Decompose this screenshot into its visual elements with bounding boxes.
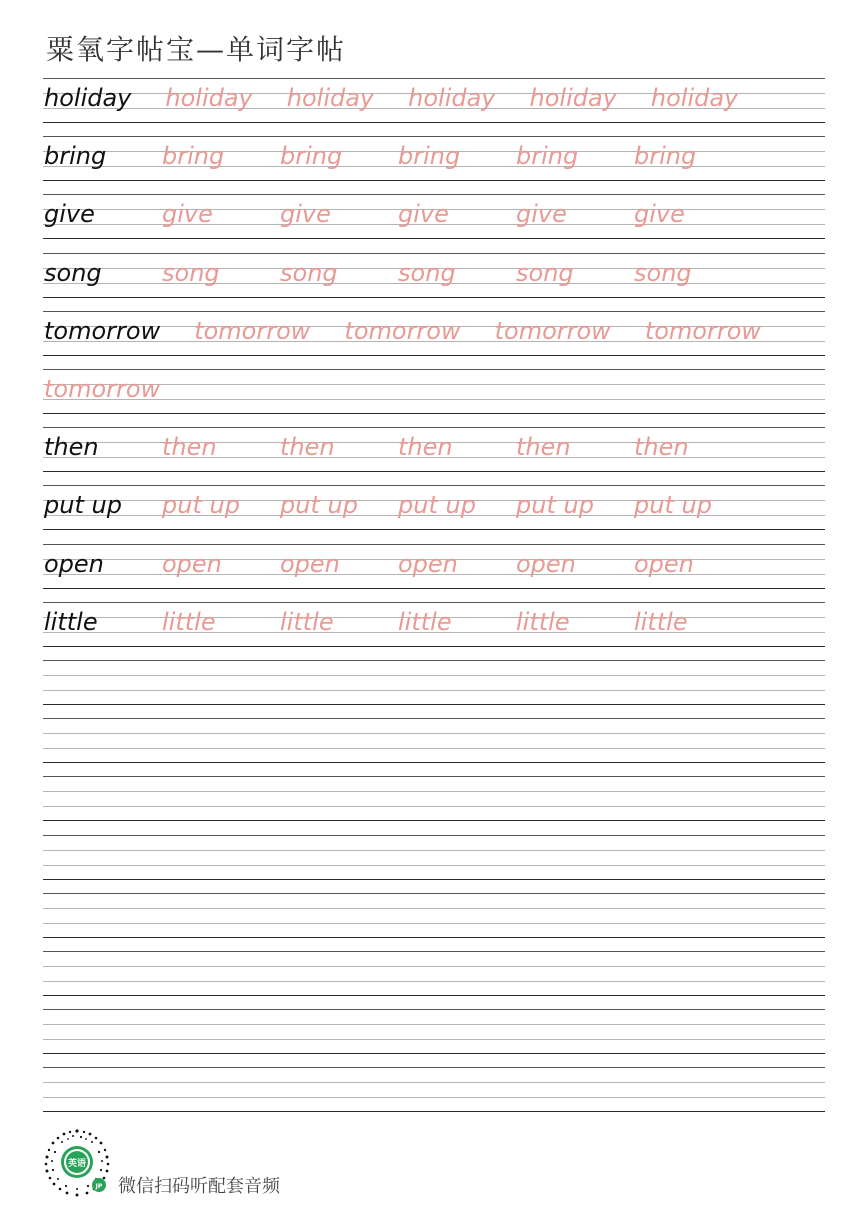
trace-word: put up [634, 491, 712, 520]
ruled-line-bottom [43, 937, 825, 938]
trace-word: tomorrow [194, 316, 311, 345]
model-word: open [44, 549, 104, 578]
trace-word: song [280, 258, 338, 287]
trace-word: holiday [529, 84, 617, 112]
trace-word: holiday [650, 84, 739, 112]
ruled-line-top [43, 544, 825, 545]
ruled-line-bottom [43, 1053, 825, 1054]
trace-word: open [162, 549, 222, 578]
trace-word: tomorrow [644, 316, 762, 345]
ruled-line-top [43, 427, 825, 428]
ruled-line-bottom [43, 820, 825, 821]
qr-code-icon[interactable] [42, 1128, 112, 1198]
ruled-line-mid [43, 1082, 825, 1083]
trace-word: open [634, 549, 694, 578]
ruled-line-bottom [43, 413, 825, 414]
model-word: holiday [44, 84, 132, 112]
ruled-line-top [43, 835, 825, 836]
ruled-line-bottom [43, 297, 825, 298]
trace-word: song [162, 258, 220, 287]
trace-word: song [516, 258, 574, 287]
trace-word: open [280, 549, 340, 578]
trace-word: tomorrow [344, 316, 461, 345]
trace-word: put up [162, 491, 240, 520]
trace-word: little [280, 607, 334, 636]
ruled-line-top [43, 253, 825, 254]
trace-word: give [398, 200, 449, 229]
ruled-line-mid [43, 923, 825, 924]
ruled-line-mid [43, 384, 825, 385]
ruled-line-mid [43, 733, 825, 734]
trace-word: give [634, 200, 685, 229]
ruled-line-top [43, 718, 825, 719]
trace-word: then [516, 433, 571, 462]
ruled-line-top [43, 194, 825, 195]
ruled-line-top [43, 602, 825, 603]
ruled-line-mid [43, 865, 825, 866]
trace-word: tomorrow [494, 316, 611, 345]
trace-word: put up [398, 491, 476, 520]
ruled-line-top [43, 893, 825, 894]
trace-word: song [398, 258, 456, 287]
ruled-line-top [43, 78, 825, 79]
ruled-line-top [43, 485, 825, 486]
trace-word: give [516, 200, 567, 229]
ruled-line-mid [43, 850, 825, 851]
ruled-line-top [43, 776, 825, 777]
model-word: give [44, 200, 95, 229]
ruled-line-bottom [43, 588, 825, 589]
ruled-line-bottom [43, 704, 825, 705]
trace-word: bring [162, 142, 225, 171]
ruled-line-top [43, 136, 825, 137]
trace-word: then [280, 433, 335, 462]
model-word: then [44, 433, 99, 462]
ruled-line-mid [43, 806, 825, 807]
trace-word: give [280, 200, 331, 229]
ruled-line-bottom [43, 646, 825, 647]
trace-word: little [634, 607, 688, 636]
trace-word: open [398, 549, 458, 578]
ruled-line-top [43, 951, 825, 952]
ruled-line-mid [43, 399, 825, 400]
trace-word: bring [634, 142, 697, 171]
trace-word: put up [516, 491, 594, 520]
trace-word: then [162, 433, 217, 462]
qr-label: 英语 [67, 1159, 87, 1169]
trace-word: bring [280, 142, 343, 171]
ruled-line-mid [43, 966, 825, 967]
ruled-line-top [43, 1009, 825, 1010]
qr-badge: JP [95, 1183, 103, 1190]
trace-word: then [634, 433, 689, 462]
model-word: song [44, 258, 102, 287]
ruled-line-mid [43, 908, 825, 909]
trace-word: give [162, 200, 213, 229]
ruled-line-top [43, 660, 825, 661]
ruled-line-mid [43, 1039, 825, 1040]
ruled-line-top [43, 311, 825, 312]
ruled-line-bottom [43, 180, 825, 181]
ruled-line-mid [43, 981, 825, 982]
ruled-line-top [43, 369, 825, 370]
trace-word: little [516, 607, 570, 636]
ruled-line-bottom [43, 995, 825, 996]
ruled-line-mid [43, 675, 825, 676]
ruled-line-mid [43, 748, 825, 749]
footer-caption: 微信扫码听配套音频 [118, 1176, 280, 1197]
model-word: bring [44, 142, 107, 171]
ruled-line-mid [43, 690, 825, 691]
ruled-line-bottom [43, 879, 825, 880]
trace-word: holiday [165, 84, 253, 112]
model-word: little [44, 607, 98, 636]
trace-word: then [398, 433, 453, 462]
trace-word: open [516, 549, 576, 578]
trace-word: tomorrow [44, 375, 161, 403]
model-word: put up [44, 491, 122, 520]
ruled-line-bottom [43, 122, 825, 123]
ruled-line-bottom [43, 355, 825, 356]
trace-word: holiday [286, 84, 375, 112]
ruled-line-mid [43, 1024, 825, 1025]
ruled-line-top [43, 1067, 825, 1068]
model-word: tomorrow [44, 316, 161, 345]
ruled-line-bottom [43, 762, 825, 763]
ruled-line-mid [43, 791, 825, 792]
trace-word: little [162, 607, 216, 636]
ruled-line-mid [43, 1097, 825, 1098]
trace-word: bring [398, 142, 461, 171]
page-title: 粟氧字帖宝—单词字帖 [46, 33, 347, 66]
trace-word: bring [516, 142, 579, 171]
ruled-line-bottom [43, 238, 825, 239]
ruled-line-bottom [43, 529, 825, 530]
ruled-line-bottom [43, 471, 825, 472]
ruled-line-bottom [43, 1111, 825, 1112]
trace-word: put up [280, 491, 358, 520]
trace-word: song [634, 258, 692, 287]
trace-word: holiday [408, 84, 496, 112]
trace-word: little [398, 607, 452, 636]
